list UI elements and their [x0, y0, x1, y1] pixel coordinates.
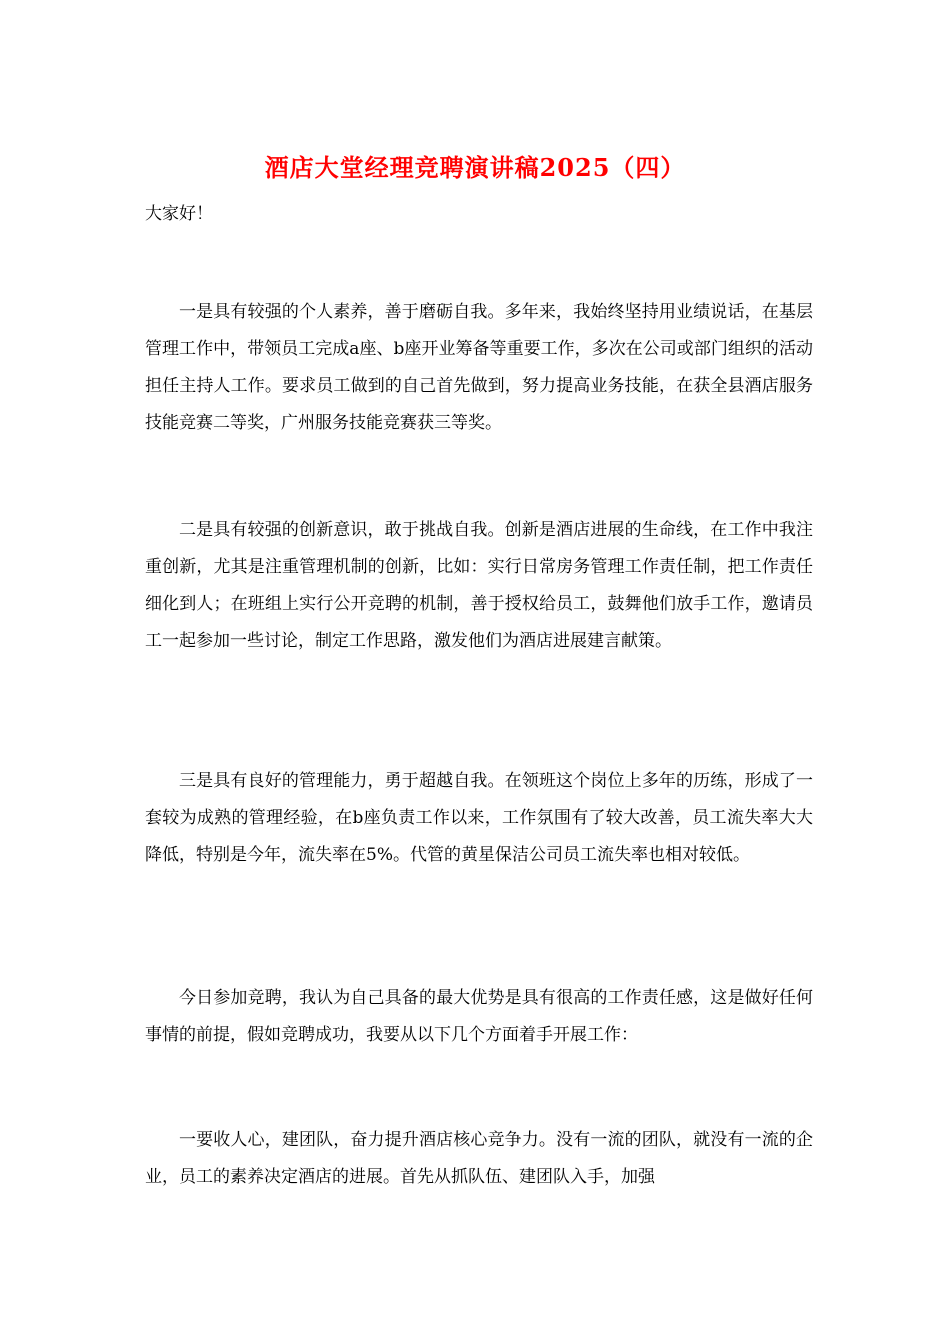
paragraph-1: 一是具有较强的个人素养，善于磨砺自我。多年来，我始终坚持用业绩说话，在基层管理工作中，带领员工完成a座、b座开业筹备等重要工作，多次在公司或部门组织的活动担任主持人工作。要求员工做到的自己首先做到，努力提高业务技能，在获全县酒店服务技能竞赛二等奖，广州服务技能竞赛获三等奖。: [145, 302, 813, 433]
paragraph-4: 今日参加竞聘，我认为自己具备的最大优势是具有很高的工作责任感，这是做好任何事情的前提，假如竞聘成功，我要从以下几个方面着手开展工作：: [145, 988, 813, 1045]
paragraph-5: 一要收人心，建团队，奋力提升酒店核心竞争力。没有一流的团队，就没有一流的企业，员工的素养决定酒店的进展。首先从抓队伍、建团队入手，加强: [145, 1130, 813, 1187]
greeting: 大家好！: [145, 204, 213, 224]
paragraph-3: 三是具有良好的管理能力，勇于超越自我。在领班这个岗位上多年的历练，形成了一套较为成熟的管理经验，在b座负责工作以来，工作氛围有了较大改善，员工流失率大大降低，特别是今年，流失率在5%。代管的黄星保洁公司员工流失率也相对较低。: [145, 771, 813, 865]
paragraph-2: 二是具有较强的创新意识，敢于挑战自我。创新是酒店进展的生命线，在工作中我注重创新，尤其是注重管理机制的创新，比如：实行日常房务管理工作责任制，把工作责任细化到人；在班组上实行公开竞聘的机制，善于授权给员工，鼓舞他们放手工作，邀请员工一起参加一些讨论，制定工作思路，激发他们为酒店进展建言献策。: [145, 520, 813, 651]
document-title: 酒店大堂经理竞聘演讲稿2025（四）: [264, 153, 686, 182]
